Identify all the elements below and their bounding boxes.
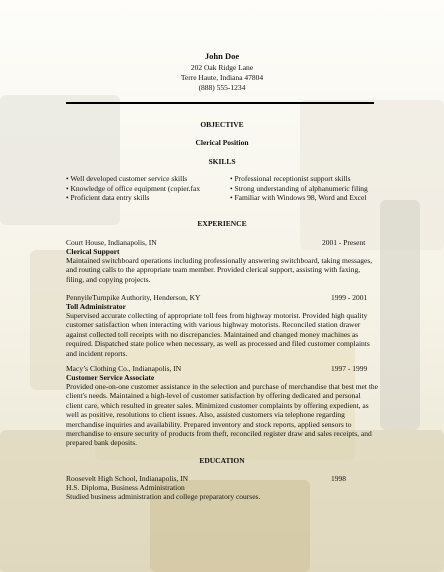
objective-text: Clerical Position	[195, 138, 249, 147]
diploma: H.S. Diploma, Business Administration	[66, 483, 185, 492]
address-line: 202 Oak Ridge Lane	[190, 63, 254, 72]
experience-heading: EXPERIENCE	[197, 219, 247, 228]
job-description: Provided one-on-one customer assistance in the selection and purchase of merchandise that best met the client's needs. Maintained a high-level of customer satisfaction by offering dedicated and personal client care, which resulted in greater sales. Minimized customer complaints by offering expedient, as well as positive, resolutions to client issues. Also, assisted customers via telephone regarding merchandise inquiries and availability. Prepared inventory and stock reports, applied sensors to merchandise to ensure security of products from theft, reconciled register draw and sales receipts, and prepared bank deposits.	[66, 382, 378, 448]
job-employer: PennyileTurnpike Authority, Henderson, KY	[66, 293, 201, 302]
school-name: Roosevelt High School, Indianapolis, IN	[66, 474, 189, 483]
education-heading: EDUCATION	[199, 456, 245, 465]
job-dates: 2001 - Present	[322, 238, 366, 247]
job-title: Clerical Support	[66, 247, 120, 256]
job-dates: 1997 - 1999	[331, 364, 368, 373]
job-title: Toll Administrator	[66, 302, 126, 311]
skills-right-column	[230, 174, 368, 203]
header-divider	[66, 102, 374, 104]
skill-item: • Proficient data entry skills	[66, 193, 150, 203]
skill-item: • Professional receptionist support skills	[230, 174, 351, 183]
skill-item: • Knowledge of office equipment (copier.fax	[66, 183, 201, 193]
skills-heading: SKILLS	[208, 157, 236, 166]
job-title: Customer Service Associate	[66, 373, 155, 382]
job-description: Supervised accurate collecting of appropriate toll fees from highway motorist. Provided high quality customer satisfaction when interacting with various highway motorists. Reconciled station drawer against collected toll receipts with no discrepancies. Maintained and changed money machines as required. Dispatched state police when necessary, as well as processed and filed customer complaints and incident reports.	[66, 311, 370, 358]
job-employer: Court House, Indianapolis, IN	[66, 238, 157, 247]
job-dates: 1999 - 2001	[331, 293, 368, 302]
skill-item: • Familiar with Windows 98, Word and Excel	[230, 193, 367, 203]
objective-heading: OBJECTIVE	[200, 120, 244, 129]
skills-left-column	[66, 174, 200, 203]
city-line: Terre Haute, Indiana 47804	[180, 73, 264, 82]
graduation-year: 1998	[331, 474, 346, 483]
skill-item: • Strong understanding of alphanumeric filing	[230, 183, 368, 193]
job-employer: Macy’s Clothing Co., Indianapolis, IN	[66, 364, 182, 373]
phone-line: (888) 555-1234	[198, 83, 246, 92]
candidate-name: John Doe	[204, 51, 240, 61]
job-description: Maintained switchboard operations including professionally answering switchboard, taking messages, and routing calls to the appropriate team member. Provided clerical support, assisting with faxing, filing, and copying projects.	[66, 256, 373, 284]
skill-item: • Well developed customer service skills	[66, 174, 188, 183]
education-details: Studied business administration and college preparatory courses.	[66, 492, 261, 501]
